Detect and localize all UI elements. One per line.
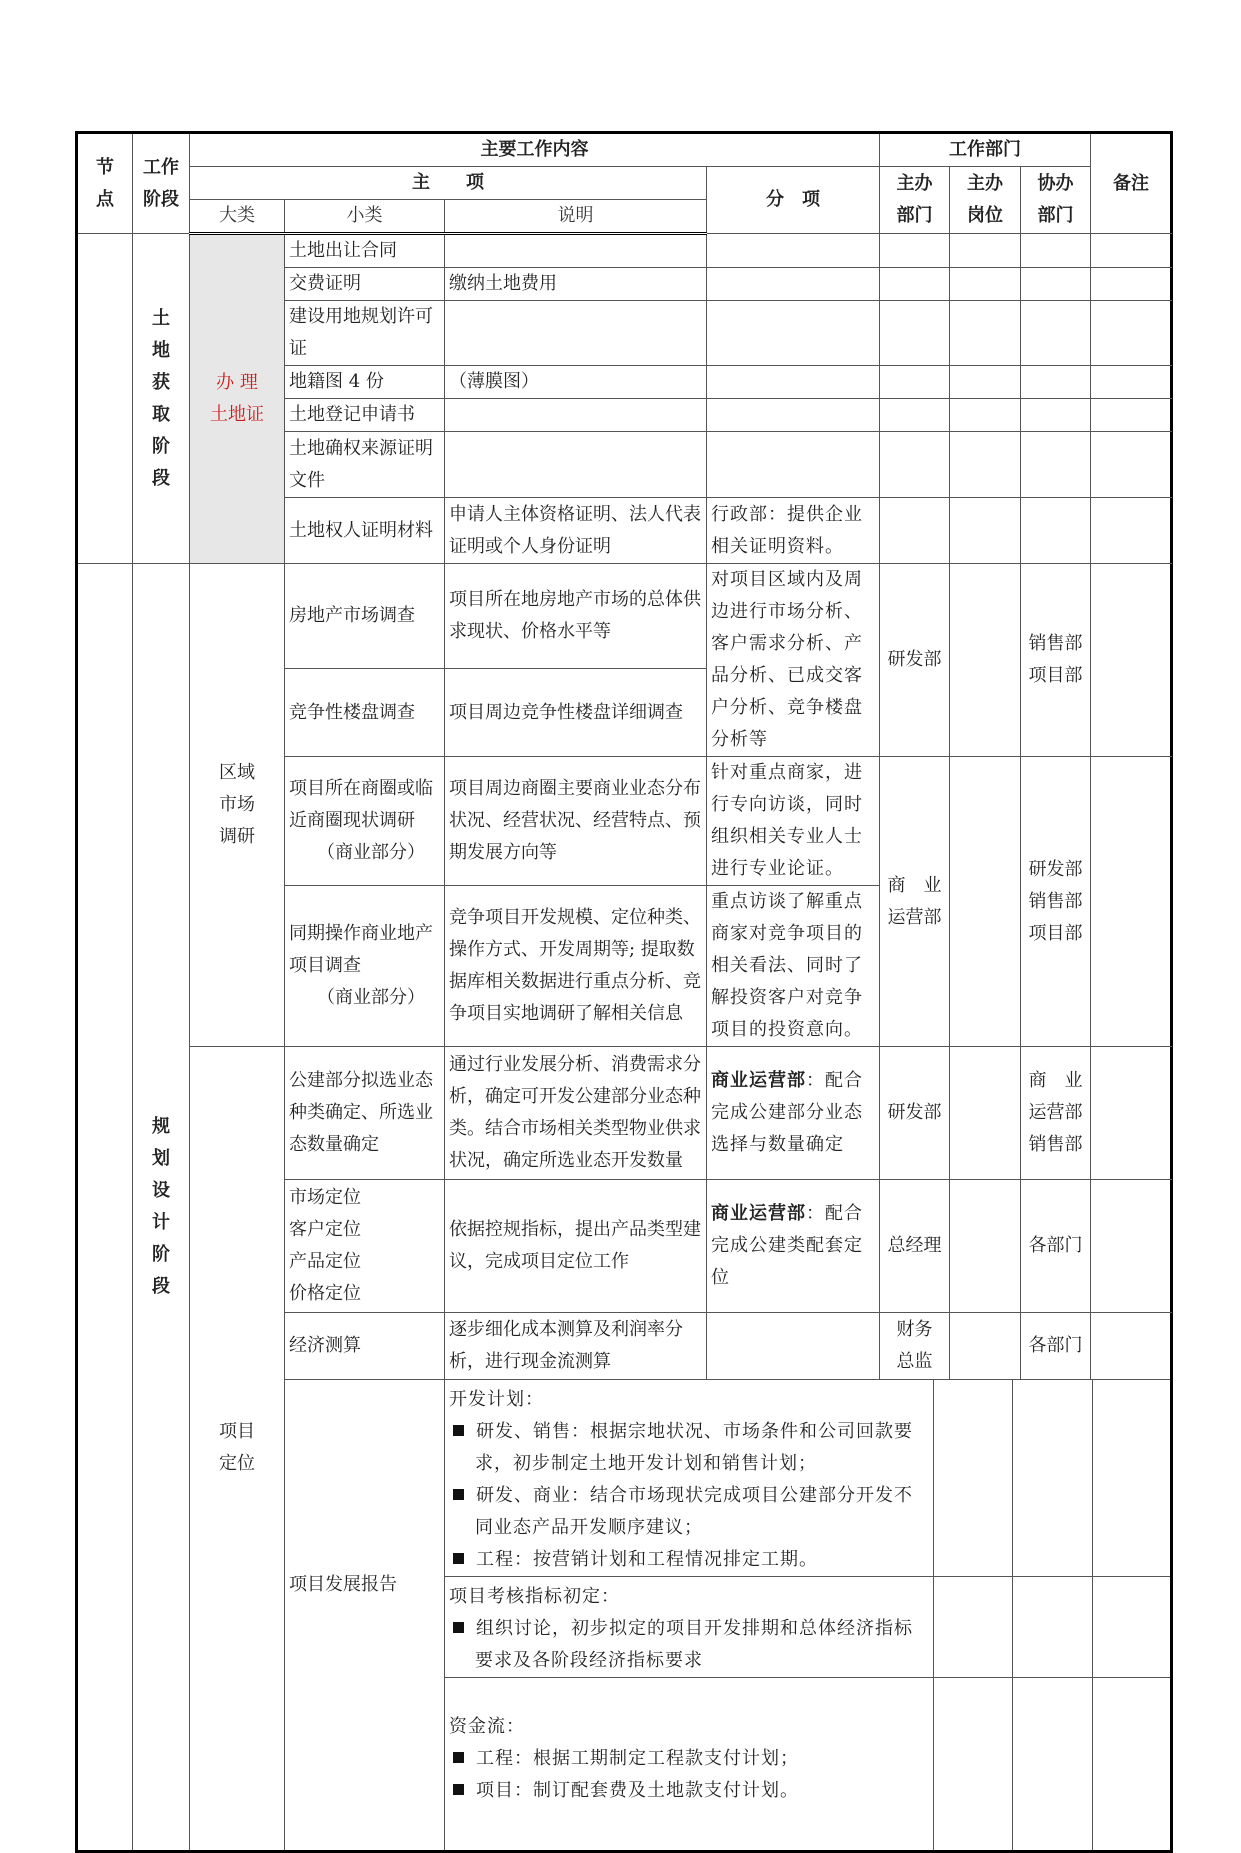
land-desc-7: 申请人主体资格证明、法人代表证明或个人身份证明	[445, 498, 707, 564]
land-sub-1: 土地出让合同	[285, 234, 445, 268]
position-item-5: 商业运营部：配合完成公建部分业态选择与数量确定	[707, 1047, 880, 1180]
header-sub-item: 分 项	[707, 167, 880, 234]
header-node: 节 点	[77, 133, 133, 234]
market-sub-3: 项目所在商圈或临近商圈现状调研 （商业部分）	[285, 757, 445, 886]
land-sub-5: 土地登记申请书	[285, 399, 445, 432]
plan-stage-label: 规 划 设 计 阶 段	[133, 564, 190, 1852]
land-desc-2: 缴纳土地费用	[445, 268, 707, 301]
header-subcategory: 小类	[285, 200, 445, 234]
position-sub-6: 市场定位 客户定位 产品定位 价格定位	[285, 1180, 445, 1313]
position-lead-6: 总经理	[880, 1180, 950, 1313]
market-sub-1: 房地产市场调查	[285, 564, 445, 669]
dev-plan-item-2: 研发、商业：结合市场现状完成项目公建部分开发不同业态产品开发顺序建议；	[449, 1480, 929, 1544]
land-sub-6: 土地确权来源证明文件	[285, 432, 445, 498]
market-desc-2: 项目周边竞争性楼盘详细调查	[445, 669, 707, 757]
header-lead-dept: 主办 部门	[880, 167, 950, 234]
cashflow-title: 资金流：	[449, 1715, 525, 1737]
header-main-content: 主要工作内容	[190, 133, 880, 167]
header-lead-post: 主办 岗位	[950, 167, 1021, 234]
land-sub-3: 建设用地规划许可证	[285, 301, 445, 366]
market-assist-34: 研发部 销售部 项目部	[1021, 757, 1091, 1047]
market-assist-12: 销售部 项目部	[1021, 564, 1091, 757]
positioning-category: 项目 定位	[190, 1047, 285, 1852]
market-sub-2: 竞争性楼盘调查	[285, 669, 445, 757]
cashflow-block	[445, 1678, 934, 1850]
position-desc-6: 依据控规指标，提出产品类型建议，完成项目定位工作	[445, 1180, 707, 1313]
land-desc-1	[445, 234, 707, 268]
market-sub-4: 同期操作商业地产项目调查 （商业部分）	[285, 886, 445, 1047]
market-lead-12: 研发部	[880, 564, 950, 757]
work-plan-table	[75, 131, 1173, 1853]
market-item-4: 重点访谈了解重点商家对竞争项目的相关看法、同时了解投资客户对竞争项目的投资意向。	[707, 886, 880, 1047]
land-stage-label: 土 地 获 取 阶 段	[133, 234, 190, 564]
land-sub-7: 土地权人证明材料	[285, 498, 445, 564]
position-sub-5: 公建部分拟选业态种类确定、所选业态数量确定	[285, 1047, 445, 1180]
plan-node-cell	[77, 564, 133, 1852]
market-desc-4: 竞争项目开发规模、定位种类、操作方式、开发周期等; 提取数据库相关数据进行重点分析、竞争项目实地调研了解相关信息	[445, 886, 707, 1047]
land-node-cell	[77, 234, 133, 564]
dev-plan-title: 开发计划：	[449, 1389, 544, 1410]
cashflow-item-2: 项目：制订配套费及土地款支付计划。	[449, 1775, 929, 1807]
header-category: 大类	[190, 200, 285, 234]
position-assist-5: 商 业 运营部 销售部	[1021, 1047, 1091, 1180]
position-assist-6: 各部门	[1021, 1180, 1091, 1313]
dev-plan-block	[445, 1380, 934, 1577]
header-assist-dept: 协办 部门	[1021, 167, 1091, 234]
dev-plan-item-3: 工程：按营销计划和工程情况排定工期。	[449, 1544, 929, 1576]
market-item-12: 对项目区域内及周边进行市场分析、客户需求分析、产品分析、已成交客户分析、竞争楼盘分析等	[707, 564, 880, 757]
kpi-block	[445, 1577, 934, 1678]
header-remark: 备注	[1091, 133, 1172, 234]
report-block	[445, 1380, 1172, 1852]
report-subcategory: 项目发展报告	[289, 1573, 397, 1595]
header-description: 说明	[445, 200, 707, 234]
land-desc-5	[445, 399, 707, 432]
kpi-item-1: 组织讨论，初步拟定的项目开发排期和总体经济指标要求及各阶段经济指标要求	[449, 1613, 929, 1677]
position-item-6: 商业运营部：配合完成公建类配套定位	[707, 1180, 880, 1313]
land-sub-2: 交费证明	[285, 268, 445, 301]
land-sub-4: 地籍图 4 份	[285, 366, 445, 399]
market-desc-3: 项目周边商圈主要商业业态分布状况、经营状况、经营特点、预期发展方向等	[445, 757, 707, 886]
position-lead-5: 研发部	[880, 1047, 950, 1180]
market-lead-34: 商 业 运营部	[880, 757, 950, 1047]
market-desc-1: 项目所在地房地产市场的总体供求现状、价格水平等	[445, 564, 707, 669]
market-research-category: 区域 市场 调研	[190, 564, 285, 1047]
header-main-item: 主 项	[190, 167, 707, 200]
header-dept-group: 工作部门	[880, 133, 1091, 167]
header-phase: 工作 阶段	[133, 133, 190, 234]
position-desc-7: 逐步细化成本测算及利润率分析，进行现金流测算	[445, 1313, 707, 1380]
position-lead-7: 财务 总监	[880, 1313, 950, 1380]
land-desc-4: （薄膜图）	[445, 366, 707, 399]
kpi-title: 项目考核指标初定：	[449, 1586, 620, 1607]
land-category: 办 理 土地证	[190, 234, 285, 564]
land-desc-3	[445, 301, 707, 366]
report-subcategory-cell	[285, 1380, 445, 1852]
cashflow-item-1: 工程：根据工期制定工程款支付计划；	[449, 1743, 929, 1775]
market-item-3: 针对重点商家，进行专向访谈，同时组织相关专业人士进行专业论证。	[707, 757, 880, 886]
position-sub-7: 经济测算	[285, 1313, 445, 1380]
position-assist-7: 各部门	[1021, 1313, 1091, 1380]
land-desc-6	[445, 432, 707, 498]
land-item-7: 行政部：提供企业相关证明资料。	[707, 498, 880, 564]
position-desc-5: 通过行业发展分析、消费需求分析，确定可开发公建部分业态种类。结合市场相关类型物业供求状况，确定所选业态开发数量	[445, 1047, 707, 1180]
dev-plan-item-1: 研发、销售：根据宗地状况、市场条件和公司回款要求，初步制定土地开发计划和销售计划；	[449, 1416, 929, 1480]
